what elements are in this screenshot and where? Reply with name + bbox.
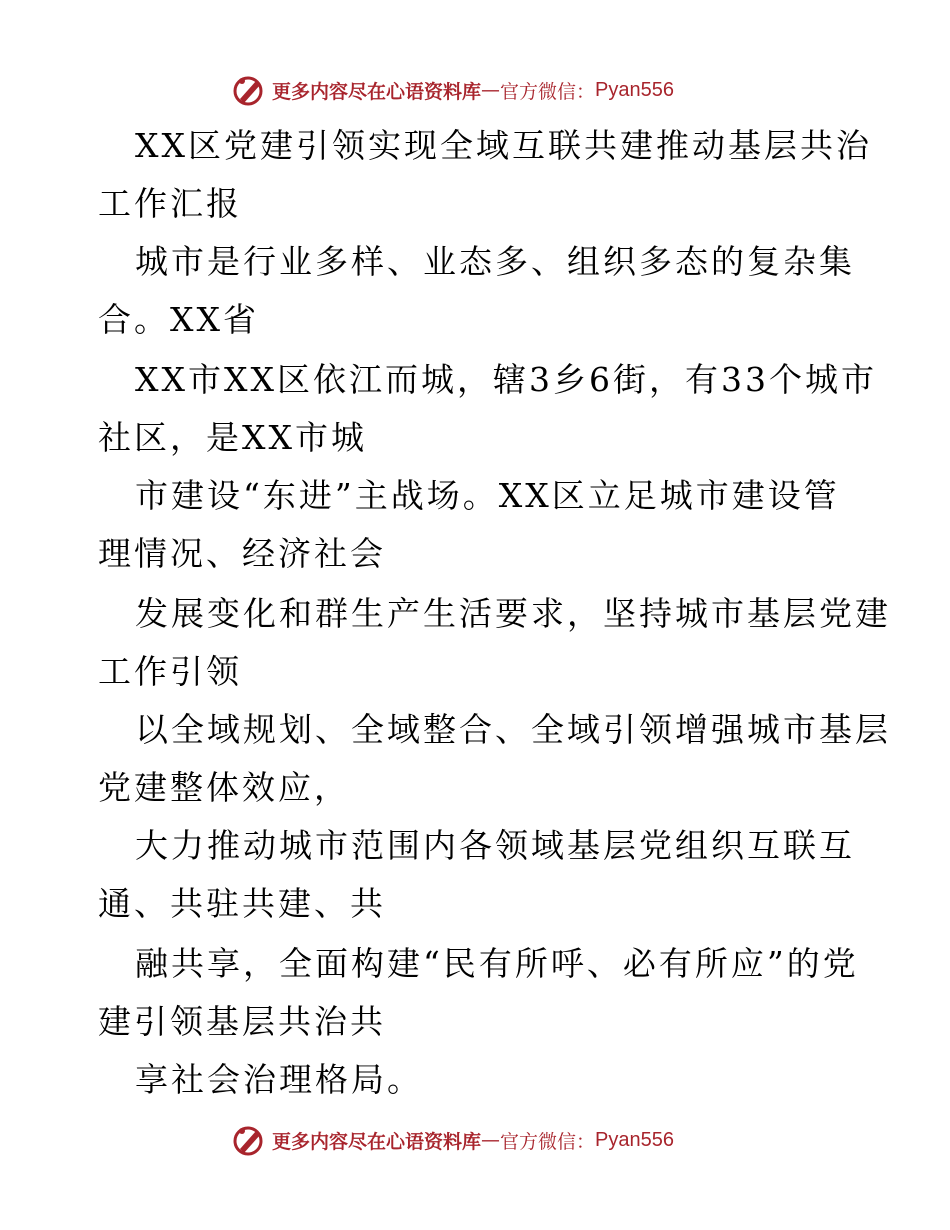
banner-wechat-id: Pyan556: [595, 1128, 674, 1151]
banner-dash: —: [481, 1129, 501, 1151]
doc-line: 市建设“东进”主战场。XX区立足城市建设管: [135, 476, 840, 515]
pen-logo-icon: [232, 1123, 266, 1157]
doc-line: XX区党建引领实现全域互联共建推动基层共治: [135, 126, 872, 165]
doc-line: 党建整体效应，: [98, 768, 350, 807]
banner-wechat-id: Pyan556: [595, 78, 674, 101]
doc-line: 融共享，全面构建“民有所呼、必有所应”的党: [135, 944, 859, 983]
doc-line: 通、共驻共建、共: [98, 884, 386, 923]
banner-dash: —: [481, 79, 501, 101]
banner-title: 更多内容尽在心语资料库: [272, 80, 482, 103]
doc-line: 合。XX省: [98, 300, 259, 339]
banner-title: 更多内容尽在心语资料库: [272, 1130, 482, 1153]
doc-line: 发展变化和群生产生活要求，坚持城市基层党建: [135, 594, 891, 633]
doc-line: 城市是行业多样、业态多、组织多态的复杂集: [135, 242, 855, 281]
doc-line: XX市XX区依江而城，辖3乡6街，有33个城市: [135, 360, 877, 399]
doc-line: 大力推动城市范围内各领域基层党组织互联互: [135, 826, 855, 865]
banner-wechat-label: 官方微信：: [500, 80, 596, 103]
doc-line: 建引领基层共治共: [98, 1002, 386, 1041]
doc-line: 以全域规划、全域整合、全域引领增强城市基层: [135, 710, 891, 749]
doc-line: 工作汇报: [98, 184, 242, 223]
footer-banner: [232, 1120, 674, 1160]
doc-line: 享社会治理格局。: [135, 1060, 423, 1099]
banner-wechat-label: 官方微信：: [500, 1130, 596, 1153]
doc-line: 社区，是XX市城: [98, 418, 367, 457]
doc-line: 工作引领: [98, 652, 242, 691]
pen-logo-icon: [232, 73, 266, 107]
header-banner: [232, 70, 674, 110]
doc-line: 理情况、经济社会: [98, 534, 386, 573]
